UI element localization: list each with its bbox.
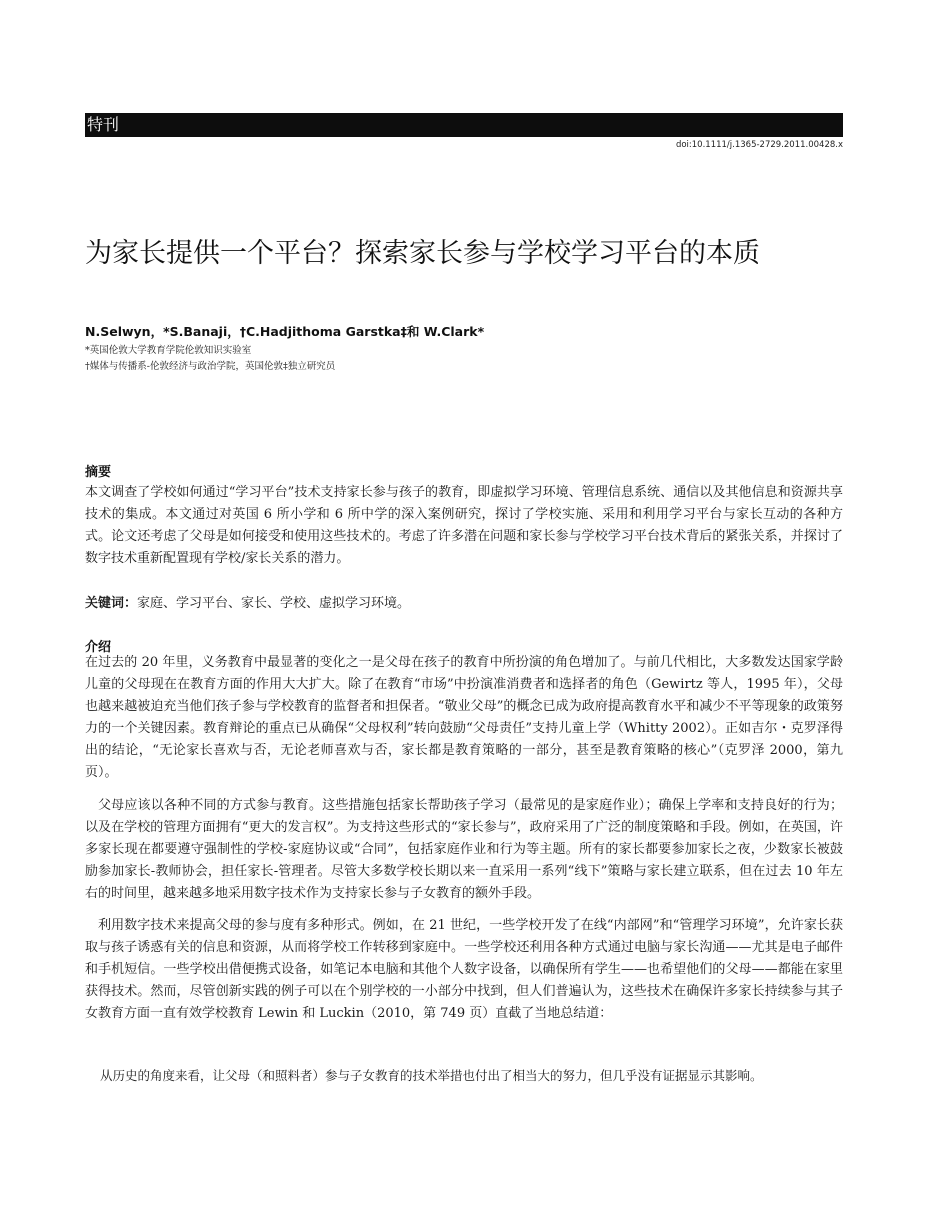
introduction-heading: 介绍	[85, 640, 112, 655]
article-title: 为家长提供一个平台？探索家长参与学校学习平台的本质	[85, 238, 760, 269]
keywords-label: 关键词：	[85, 596, 138, 611]
abstract-heading: 摘要	[85, 465, 112, 480]
block-quote: 从历史的角度来看，让父母（和照料者）参与子女教育的技术举措也付出了相当大的努力，但几乎没有证据显示其影响。	[100, 1068, 763, 1083]
keywords-text: 家庭、学习平台、家长、学校、虚拟学习环境。	[137, 596, 411, 611]
doi-text[interactable]: doi:10.1111/j.1365-2729.2011.00428.x	[675, 140, 843, 150]
affiliation-2: †媒体与传播系-伦敦经济与政治学院，英国伦敦‡独立研究员	[85, 361, 336, 372]
affiliation-1: *英国伦敦大学教育学院伦敦知识实验室	[85, 345, 252, 356]
intro-paragraph-2: 父母应该以各种不同的方式参与教育。这些措施包括家长帮助孩子学习（最常见的是家庭作业）；确保上学率和支持良好的行为；以及在学校的管理方面拥有“更大的发言权”。为支持这些形式的“家长参与”，政府采用了广泛的制度策略和手段。例如，在英国，许多家长现在都要遵守强制性的学校-家庭协议或“合同”，包括家庭作业和行为等主题。所有的家长都要参加家长之夜，少数家长被鼓励参加家长-教师协会，担任家长-管理者。尽管大多数学校长期以来一直采用一系列“线下”策略与家长建立联系，但在过去 10 年左右的时间里，越来越多地采用数字技术作为支持家长参与子女教育的额外手段。	[85, 798, 843, 901]
keywords-line	[85, 592, 410, 611]
abstract-text: 本文调查了学校如何通过“学习平台”技术支持家长参与孩子的教育，即虚拟学习环境、管理信息系统、通信以及其他信息和资源共享技术的集成。本文通过对英国 6 所小学和 6 所中学的深入案例研究，探讨了学校实施、采用和利用学习平台与家长互动的各种方式。论文还考虑了父母是如何接受和使用这些技术的。考虑了许多潜在问题和家长参与学校学习平台技术背后的紧张关系，并探讨了数字技术重新配置现有学校/家长关系的潜力。	[85, 485, 843, 566]
section-label-bar	[85, 113, 843, 137]
section-label: 特刊	[87, 115, 120, 134]
intro-paragraph-1: 在过去的 20 年里，义务教育中最显著的变化之一是父母在孩子的教育中所扮演的角色增加了。与前几代相比，大多数发达国家学龄儿童的父母现在在教育方面的作用大大扩大。除了在教育“市场”中扮演准消费者和选择者的角色（Gewirtz 等人，1995 年），父母也越来越被迫充当他们孩子参与学校教育的监督者和担保者。“敬业父母”的概念已成为政府提高教育水平和减少不平等现象的政策努力的一个关键因素。教育辩论的重点已从确保“父母权利”转向鼓励“父母责任”支持儿童上学（Whitty 2002）。正如吉尔・克罗泽得出的结论，“无论家长喜欢与否，无论老师喜欢与否，家长都是教育策略的一部分，甚至是教育策略的核心”（克罗泽 2000，第九页）。	[85, 655, 843, 780]
author-list: N.Selwyn，*S.Banaji，†C.Hadjithoma Garstka‡和 W.Clark*	[85, 324, 485, 339]
intro-paragraph-3: 利用数字技术来提高父母的参与度有多种形式。例如，在 21 世纪，一些学校开发了在线“内部网”和“管理学习环境”，允许家长获取与孩子诱惑有关的信息和资源，从而将学校工作转移到家庭中。一些学校还利用各种方式通过电脑与家长沟通——尤其是电子邮件和手机短信。一些学校出借便携式设备，如笔记本电脑和其他个人数字设备，以确保所有学生——也希望他们的父母——都能在家里获得技术。然而，尽管创新实践的例子可以在个别学校的一小部分中找到，但人们普遍认为，这些技术在确保许多家长持续参与其子女教育方面一直有效学校教育 Lewin 和 Luckin（2010，第 749 页）直截了当地总结道：	[85, 918, 843, 1021]
